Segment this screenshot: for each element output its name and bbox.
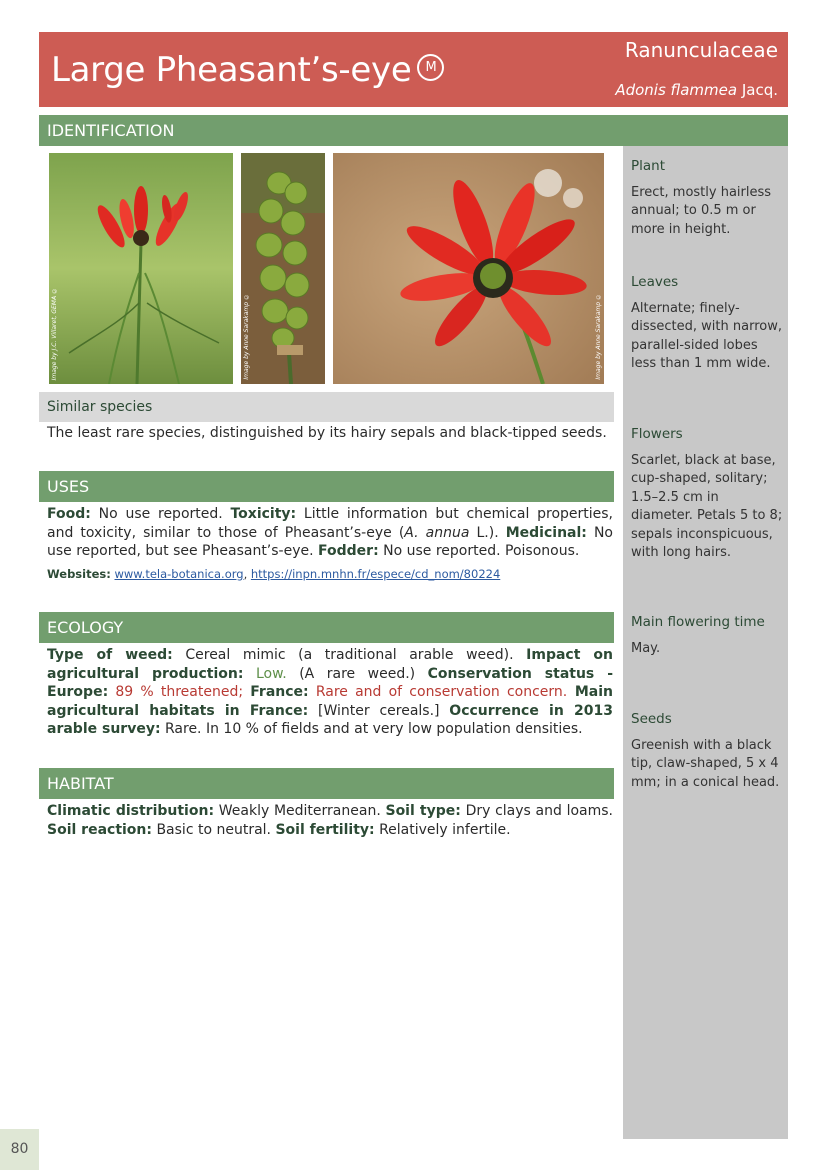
- photo-flower-closeup: [333, 153, 604, 384]
- link-tela-botanica[interactable]: www.tela-botanica.org: [114, 567, 244, 581]
- sidebar-plant: Plant Erect, mostly hairless annual; to 0.5 m or more in height.: [631, 158, 772, 237]
- sidebar-leaves: Leaves Alternate; finely-dissected, with narrow, parallel-sided lobes less than 1 mm wide.: [631, 274, 782, 371]
- m-badge-icon: M: [417, 54, 444, 81]
- similar-species-text: The least rare species, distinguished by its hairy sepals and black-tipped seeds.: [47, 425, 607, 441]
- link-inpn[interactable]: https://inpn.mnhn.fr/espece/cd_nom/80224: [250, 567, 501, 581]
- photo-flowers: [49, 153, 233, 384]
- latin-name: Adonis flammea Jacq.: [615, 81, 778, 99]
- species-header: [39, 32, 788, 107]
- page-number: 80: [0, 1129, 39, 1170]
- habitat-text: Climatic distribution: Weakly Mediterranean. Soil type: Dry clays and loams. Soil reaction: Basic to neutral. Soil fertility: Relatively infertile.: [47, 803, 614, 838]
- flower-photo-image: [49, 153, 233, 384]
- seed-head-image: [241, 153, 325, 384]
- websites: Websites: www.tela-botanica.org, https://inpn.mnhn.fr/espece/cd_nom/80224: [47, 567, 501, 581]
- species-title: Large Pheasant’s-eye M: [51, 49, 444, 91]
- sidebar-seeds: Seeds Greenish with a black tip, claw-shaped, 5 x 4 mm; in a conical head.: [631, 711, 780, 790]
- similar-species-bar: Similar species: [39, 392, 614, 422]
- ecology-text: Type of weed: Cereal mimic (a traditional arable weed). Impact on agricultural production: Low. (A rare weed.) Conservation status - Europe: 89 % threatened; France: Rare and of conservation concern. Main agricultural habitats in France: [Winter cereals.] Occurrence in 2013 arable survey: Rare. In 10 % of fields and at very low population densities.: [47, 647, 614, 737]
- flower-closeup-image: [333, 153, 604, 384]
- photo-credit-2: Image by Anne Sarakamp ©: [243, 293, 250, 380]
- section-identification: IDENTIFICATION: [39, 115, 788, 146]
- section-habitat: HABITAT: [39, 768, 614, 799]
- sidebar: [623, 145, 788, 1139]
- photo-seed-head: [241, 153, 325, 384]
- section-uses: USES: [39, 471, 614, 502]
- photo-credit-3: Image by Anne Sarakamp ©: [595, 293, 602, 380]
- section-ecology: ECOLOGY: [39, 612, 614, 643]
- uses-text: Food: No use reported. Toxicity: Little information but chemical properties, and toxicity, similar to those of Pheasant’s-eye (A. annua L.). Medicinal: No use reported, but see Pheasant’s-eye. Fodder: No use reported. Poisonous.: [47, 506, 613, 559]
- sidebar-flowers: Flowers Scarlet, black at base, cup-shaped, solitary; 1.5–2.5 cm in diameter. Petals 5 to 8; sepals inconspicuous, with long hairs.: [631, 426, 783, 560]
- family-name: Ranunculaceae: [624, 38, 778, 62]
- sidebar-flowering-time: Main flowering time May.: [631, 614, 765, 656]
- photo-credit-1: Image by J.C. Villaret, GEMA ©: [51, 286, 58, 380]
